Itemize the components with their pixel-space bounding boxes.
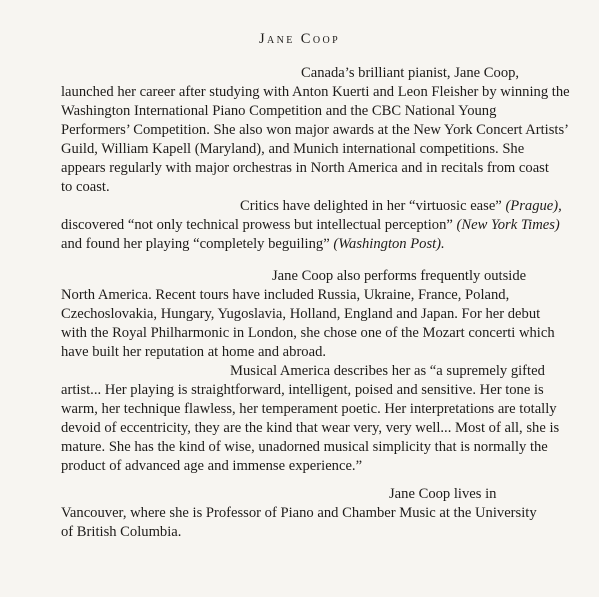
text-line xyxy=(61,235,562,254)
text-line: Musical America describes her as “a supremely gifted xyxy=(230,363,545,379)
text-line: with the Royal Philharmonic in London, she chose one of the Mozart concerti which xyxy=(61,325,555,341)
text-line xyxy=(61,216,562,235)
quote-text: and found her playing “completely beguiling” xyxy=(61,236,334,252)
text-line: Jane Coop lives in xyxy=(389,486,497,502)
text-line: Canada’s brilliant pianist, Jane Coop, xyxy=(301,65,520,81)
quote-source: (New York Times) xyxy=(456,217,560,233)
text-line: mature. She has the kind of wise, unadorned musical simplicity that is normally the xyxy=(61,439,548,455)
text-line: have built her reputation at home and abroad. xyxy=(61,344,327,360)
text-line: Guild, William Kapell (Maryland), and Munich international competitions. She xyxy=(61,141,525,157)
quote-text: discovered “not only technical prowess but intellectual perception” xyxy=(61,217,457,233)
paragraph-biography xyxy=(61,64,570,197)
text-line: Czechoslovakia, Hungary, Yugoslavia, Holland, England and Japan. For her debut xyxy=(61,306,541,322)
text-line: launched her career after studying with Anton Kuerti and Leon Fleisher by winning the xyxy=(61,84,570,100)
text-line: to coast. xyxy=(61,179,110,195)
paragraph-musical-america xyxy=(61,362,559,476)
quote-text: Critics have delighted in her “virtuosic ease” xyxy=(240,198,506,214)
text-line: Washington International Piano Competition and the CBC National Young xyxy=(61,103,497,119)
text-line: of British Columbia. xyxy=(61,524,182,540)
paragraph-residence xyxy=(61,485,537,542)
quote-source: (Prague), xyxy=(505,198,562,214)
text-line: artist... Her playing is straightforward, intelligent, poised and sensitive. Her tone is xyxy=(61,382,544,398)
text-line: North America. Recent tours have included Russia, Ukraine, France, Poland, xyxy=(61,287,510,303)
text-line xyxy=(61,197,562,216)
paragraph-critics xyxy=(61,197,562,254)
paragraph-tours xyxy=(61,267,555,362)
text-line: Performers’ Competition. She also won major awards at the New York Concert Artists’ xyxy=(61,122,569,138)
text-line: product of advanced age and immense experience.” xyxy=(61,458,363,474)
text-line: Vancouver, where she is Professor of Piano and Chamber Music at the University xyxy=(61,505,537,521)
quote-source: (Washington Post). xyxy=(333,236,445,252)
text-line: Jane Coop also performs frequently outside xyxy=(272,268,527,284)
text-line: appears regularly with major orchestras in North America and in recitals from coast xyxy=(61,160,549,176)
page-title: Jane Coop xyxy=(258,31,341,47)
text-line: devoid of eccentricity, they are the kind that wear very, very well... Most of all, she is xyxy=(61,420,560,436)
text-line: warm, her technique flawless, her temperament poetic. Her interpretations are totally xyxy=(61,401,557,417)
